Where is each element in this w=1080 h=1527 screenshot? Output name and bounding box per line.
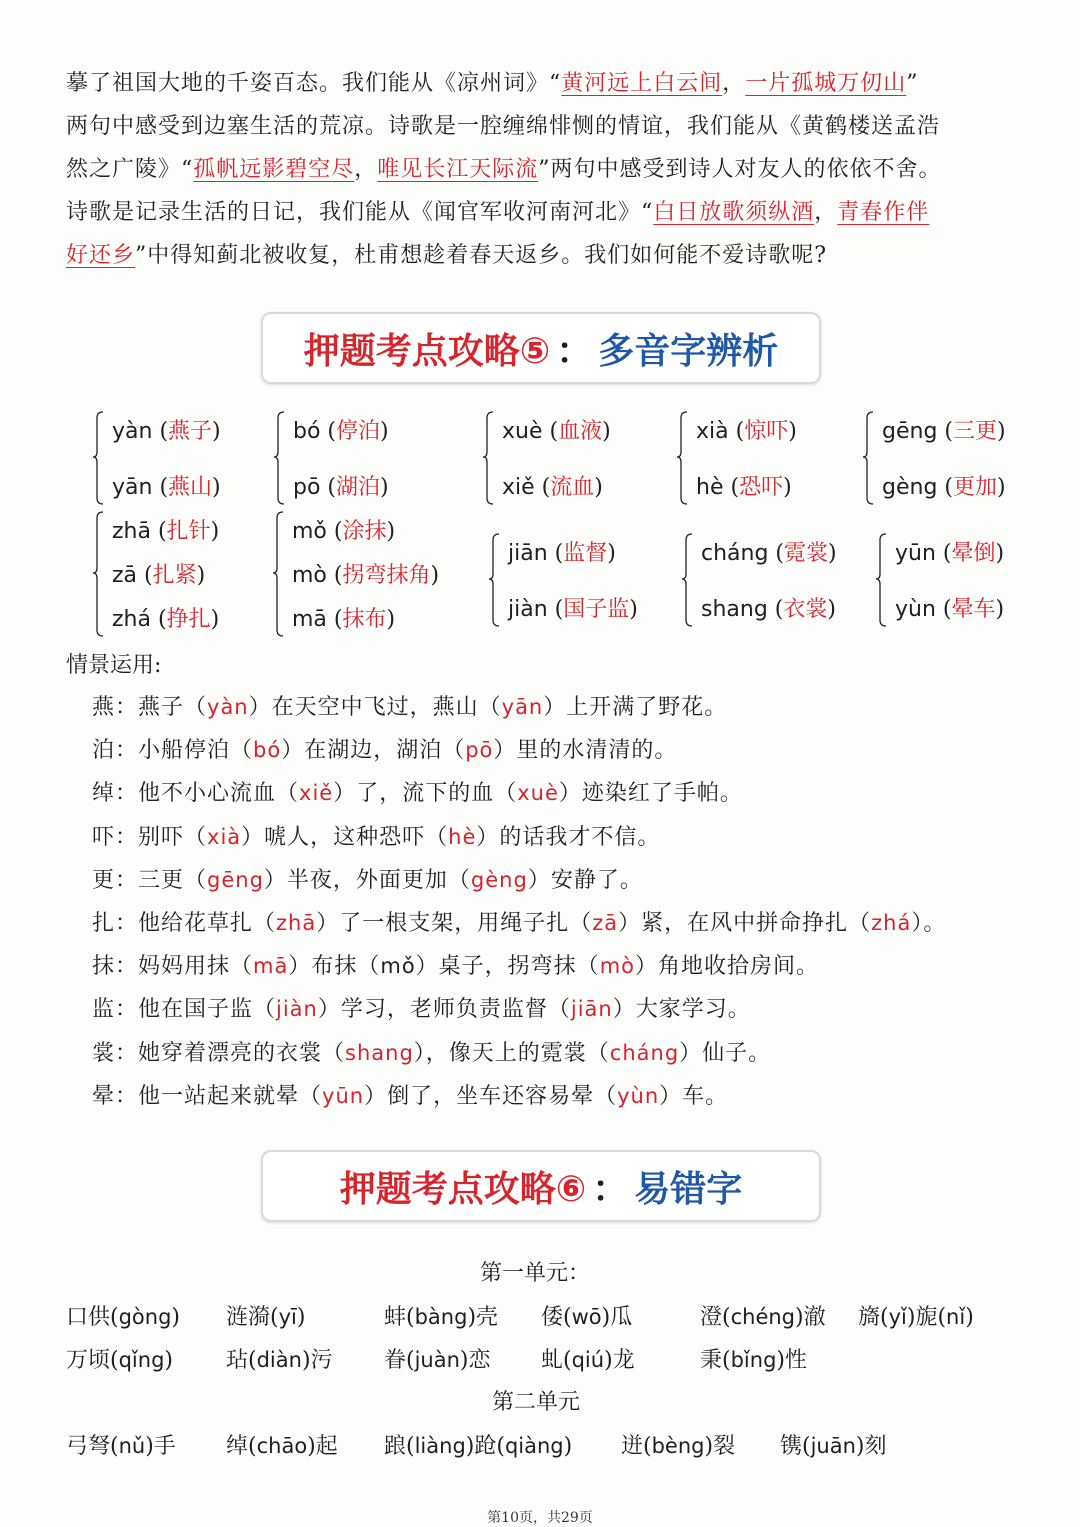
- scene-heading: 情景运用:: [66, 653, 162, 678]
- pinyin: yǐ: [888, 1305, 907, 1329]
- polyphone-reading: [882, 470, 1006, 501]
- pinyin: wō: [571, 1305, 602, 1329]
- pinyin: zā: [592, 911, 619, 936]
- example-word: 挣扎: [166, 607, 211, 632]
- word-text: )性: [776, 1348, 807, 1373]
- paren-close: ): [997, 419, 1006, 444]
- word-entry: [66, 1343, 173, 1374]
- pinyin: gèng: [882, 475, 938, 500]
- pinyin: mǒ: [292, 519, 327, 544]
- pinyin: bó: [293, 419, 321, 444]
- pinyin: gòng: [118, 1305, 172, 1329]
- word-entry: [621, 1429, 735, 1460]
- word-entry: [780, 1429, 887, 1460]
- scene-sentence: [92, 1032, 946, 1075]
- scene-sentence: [92, 772, 946, 815]
- polyphone-group: [66, 414, 276, 500]
- paren-open: (: [534, 475, 551, 500]
- word-text: 绰(: [226, 1434, 257, 1459]
- polyphone-reading: [292, 514, 395, 545]
- word-entry: [384, 1343, 491, 1374]
- word-entry: [66, 1300, 180, 1331]
- paren-open: (: [326, 607, 343, 632]
- scene-sentence: [92, 988, 946, 1031]
- pinyin: juān: [810, 1434, 856, 1458]
- paren-close: ): [386, 607, 396, 632]
- pinyin: jiān: [508, 541, 548, 566]
- pinyin: xuè: [517, 781, 559, 806]
- pinyin: chéng: [730, 1305, 796, 1329]
- scene-text: ）车。: [659, 1083, 729, 1109]
- paren-open: (: [937, 475, 953, 500]
- paren-open: (: [935, 541, 952, 566]
- polyphone-reading: [502, 470, 603, 501]
- intro-text: 两句中感受到边塞生活的荒凉。诗歌是一腔缠绵悱恻的情谊，我们能从《黄鹤楼送孟浩: [66, 114, 941, 139]
- word-text: )恋: [459, 1348, 491, 1373]
- brace-icon: [273, 410, 287, 506]
- paren-open: (: [547, 597, 564, 622]
- pinyin: yān: [112, 475, 153, 500]
- pinyin: hè: [696, 475, 724, 500]
- pinyin: xiě: [502, 475, 535, 500]
- word-text: )跄(: [465, 1434, 505, 1459]
- polyphone-reading: [508, 536, 616, 567]
- polyphone-group: [456, 414, 666, 500]
- polyphone-reading: [882, 414, 1006, 445]
- scene-text: ）在天空中飞过，燕山（: [248, 695, 502, 720]
- pinyin: xià: [207, 824, 242, 849]
- scene-text: ）里的水清清的。: [493, 738, 678, 764]
- polyphone-reading: [292, 558, 439, 589]
- banner-5-colon: ：: [556, 330, 593, 372]
- polyphone-group: [849, 536, 1059, 622]
- word-text: 玷(: [226, 1348, 257, 1373]
- pinyin: xuè: [502, 419, 543, 444]
- paren-close: ): [212, 419, 221, 444]
- word-text: ): [965, 1305, 974, 1330]
- polyphone-reading: [701, 536, 837, 567]
- example-word: 三更: [953, 419, 998, 444]
- pinyin: zhá: [871, 911, 912, 936]
- word-entry: [226, 1429, 338, 1460]
- scene-sentence: [92, 902, 946, 945]
- polyphone-group: [462, 536, 672, 622]
- word-text: )手: [145, 1434, 176, 1459]
- scene-text: ）紧，在风中拼命挣扎（: [618, 911, 872, 937]
- word-text: 眷(: [384, 1348, 415, 1373]
- paren-close: ): [380, 419, 389, 444]
- paren-open: (: [767, 597, 784, 622]
- word-entry: [384, 1300, 498, 1331]
- scene-sentence: [92, 945, 946, 988]
- pinyin: mā: [253, 954, 289, 979]
- scene-text: ）半夜，外面更加（: [263, 867, 471, 893]
- banner-6-prefix: 押题考点攻略⑥: [339, 1168, 587, 1210]
- pinyin: jiàn: [276, 997, 318, 1022]
- banner-5-prefix: 押题考点攻略⑤: [303, 330, 551, 372]
- pinyin: gēng: [207, 867, 264, 892]
- paren-open: (: [150, 607, 167, 632]
- pinyin: mǒ: [380, 954, 416, 979]
- polyphone-group: [247, 414, 457, 500]
- paren-close: ): [594, 475, 603, 500]
- polyphone-reading: [895, 536, 1004, 567]
- example-word: 流血: [550, 475, 595, 500]
- example-word: 燕山: [168, 475, 213, 500]
- word-text: ): [563, 1434, 573, 1459]
- quoted-verse: 一片孤城万仞山: [745, 71, 907, 96]
- polyphone-reading: [701, 592, 836, 623]
- scene-text: ）角地收拾房间。: [635, 954, 820, 980]
- pinyin: nǐ: [946, 1305, 966, 1329]
- scene-sentence: [92, 816, 946, 859]
- pinyin: liàng: [414, 1434, 466, 1458]
- word-text: )起: [307, 1434, 338, 1459]
- paren-open: (: [728, 419, 745, 444]
- example-word: 更加: [953, 475, 998, 500]
- scene-text: ）大家学习。: [612, 997, 751, 1023]
- brace-icon: [862, 410, 876, 506]
- quoted-verse: 黄河远上白云间: [561, 71, 723, 96]
- scene-sentence: [92, 859, 946, 902]
- scene-text: ）倒了，坐车还容易晕（: [364, 1083, 618, 1109]
- paren-close: ): [629, 597, 638, 622]
- example-word: 晕倒: [951, 541, 996, 566]
- pinyin: jiān: [570, 997, 613, 1022]
- paren-open: (: [326, 563, 343, 588]
- word-entry: [226, 1300, 305, 1331]
- word-text: ): [164, 1348, 173, 1373]
- pinyin: yàn: [112, 419, 153, 444]
- example-word: 国子监: [563, 597, 630, 622]
- word-text: )刻: [855, 1434, 887, 1459]
- polyphone-reading: [696, 414, 797, 445]
- unit-2-heading: 第二单元: [492, 1390, 581, 1415]
- paren-open: (: [937, 419, 953, 444]
- paren-open: (: [320, 419, 337, 444]
- scene-text: ）学习，老师负责监督（: [317, 997, 571, 1023]
- intro-line: [66, 191, 1026, 234]
- pinyin: mò: [292, 563, 327, 588]
- word-text: 澄(: [700, 1305, 731, 1330]
- paren-close: ): [386, 519, 396, 544]
- intro-line: [66, 234, 1026, 277]
- pinyin: gēng: [882, 419, 938, 444]
- scene-text: ）上开满了野花。: [543, 695, 728, 720]
- pinyin: pō: [465, 738, 494, 763]
- example-word: 扎针: [166, 519, 211, 544]
- word-text: 倭(: [541, 1305, 572, 1330]
- section-banner-6: [261, 1150, 821, 1222]
- banner-6-topic: 易错字: [634, 1168, 743, 1210]
- pinyin: qiú: [571, 1348, 605, 1372]
- word-text: ): [296, 1305, 306, 1330]
- intro-line: [66, 62, 1026, 105]
- word-text: 口供(: [66, 1305, 119, 1330]
- polyphone-reading: [112, 414, 221, 445]
- scene-text: 燕：燕子（: [92, 695, 208, 720]
- pinyin: yūn: [895, 541, 936, 566]
- pinyin: mā: [292, 607, 327, 632]
- polyphone-group: [650, 414, 860, 500]
- word-text: 弓弩(: [66, 1434, 119, 1459]
- pinyin: yī: [278, 1305, 297, 1329]
- scene-text: ）了一根支架，用绳子扎（: [316, 911, 593, 937]
- paren-close: ): [788, 419, 797, 444]
- paren-open: (: [768, 541, 785, 566]
- intro-text: ，: [354, 157, 378, 182]
- paren-open: (: [150, 519, 167, 544]
- unit-1-heading: 第一单元：: [480, 1261, 591, 1286]
- paren-close: ): [602, 419, 611, 444]
- pinyin: mò: [599, 954, 635, 979]
- intro-text: ”: [906, 71, 919, 96]
- word-text: )旎(: [906, 1305, 947, 1330]
- scene-text: ）在湖边，湖泊（: [281, 738, 466, 764]
- scene-text: ）仙子。: [679, 1040, 772, 1066]
- paren-close: ): [212, 475, 221, 500]
- page-footer: 第10页，共29页: [487, 1510, 593, 1526]
- pinyin: hè: [448, 824, 477, 849]
- pinyin: bó: [253, 738, 282, 763]
- scene-text: ）布抹（: [288, 954, 381, 980]
- scene-text: ）迹染红了手帕。: [558, 781, 743, 807]
- scene-text: 扎：他给花草扎（: [92, 911, 277, 937]
- paren-open: (: [152, 419, 169, 444]
- pinyin: zhá: [112, 607, 151, 632]
- word-text: )澈: [795, 1305, 826, 1330]
- pinyin: qiàng: [504, 1434, 564, 1458]
- word-text: )瓜: [601, 1305, 633, 1330]
- paren-close: ): [210, 519, 220, 544]
- paren-close: ): [995, 597, 1005, 622]
- brace-icon: [92, 410, 106, 506]
- polyphone-reading: [895, 592, 1004, 623]
- example-word: 抹布: [342, 607, 387, 632]
- banner-6-colon: ：: [592, 1168, 629, 1210]
- word-text: 旖(: [858, 1305, 889, 1330]
- pinyin: pō: [293, 475, 321, 500]
- pinyin: diàn: [256, 1348, 302, 1372]
- paren-close: ): [995, 541, 1005, 566]
- brace-icon: [676, 410, 690, 506]
- scene-sentence: [92, 1075, 946, 1118]
- pinyin: cháng: [701, 541, 769, 566]
- scene-text: ），像天上的霓裳（: [413, 1040, 610, 1066]
- polyphone-reading: [293, 414, 389, 445]
- paren-close: ): [607, 541, 616, 566]
- pinyin: yūn: [322, 1083, 365, 1108]
- word-text: 踉(: [384, 1434, 415, 1459]
- intro-text: 然之广陵》“: [66, 157, 194, 182]
- polyphone-reading: [696, 470, 792, 501]
- example-word: 湖泊: [336, 475, 381, 500]
- intro-text: 诗歌是记录生活的日记，我们能从《闻官军收河南河北》“: [66, 200, 654, 225]
- scene-text: 更：三更（: [92, 867, 208, 893]
- word-text: 虬(: [541, 1348, 572, 1373]
- paren-close: ): [380, 475, 389, 500]
- quoted-verse: 唯见长江天际流: [377, 157, 539, 182]
- polyphone-reading: [112, 514, 219, 545]
- paren-close: ): [783, 475, 792, 500]
- example-word: 惊吓: [744, 419, 789, 444]
- paren-open: (: [320, 475, 337, 500]
- pinyin: yàn: [207, 695, 249, 719]
- example-word: 停泊: [336, 419, 381, 444]
- paren-open: (: [326, 519, 343, 544]
- polyphone-reading: [293, 470, 389, 501]
- scene-text: ）的话我才不信。: [476, 824, 661, 850]
- word-text: )龙: [604, 1348, 635, 1373]
- scene-text: 监：他在国子监（: [92, 997, 277, 1023]
- example-word: 衣裳: [783, 597, 828, 622]
- scene-text: ）。: [911, 911, 947, 937]
- scene-text: 绰：他不小心流血（: [92, 781, 300, 807]
- word-text: 蚌(: [384, 1305, 415, 1330]
- brace-icon: [92, 510, 106, 638]
- paren-close: ): [430, 563, 440, 588]
- scene-text: 裳：她穿着漂亮的衣裳（: [92, 1040, 346, 1066]
- polyphone-group: [66, 514, 276, 632]
- pinyin: gèng: [470, 867, 528, 892]
- pinyin: bàng: [414, 1305, 468, 1329]
- intro-text: ”中得知蓟北被收复，杜甫想趁着春天返乡。我们如何能不爱诗歌呢?: [135, 243, 828, 268]
- word-text: 镌(: [780, 1434, 811, 1459]
- scene-text: ）了，流下的血（: [333, 781, 518, 807]
- example-word: 霓裳: [784, 541, 829, 566]
- word-text: )污: [301, 1348, 333, 1373]
- scene-text: 吓：别吓（: [92, 824, 208, 850]
- word-entry: [384, 1429, 572, 1460]
- scene-sentence: [92, 729, 946, 772]
- pinyin: qǐng: [118, 1348, 165, 1372]
- polyphone-reading: [502, 414, 611, 445]
- example-word: 涂抹: [342, 519, 387, 544]
- word-entry: [226, 1343, 333, 1374]
- polyphone-reading: [112, 602, 219, 633]
- pinyin: shang: [701, 597, 768, 622]
- pinyin: yùn: [617, 1083, 660, 1108]
- pinyin: bèng: [651, 1434, 705, 1458]
- example-word: 拐弯抹角: [342, 563, 431, 588]
- word-text: 秉(: [700, 1348, 731, 1373]
- polyphone-reading: [508, 592, 638, 623]
- example-word: 晕车: [951, 597, 996, 622]
- brace-icon: [272, 510, 286, 638]
- word-text: 涟漪(: [226, 1305, 279, 1330]
- scene-text: 晕：他一站起来就晕（: [92, 1083, 323, 1109]
- paren-open: (: [935, 597, 952, 622]
- pinyin: nǔ: [118, 1434, 146, 1458]
- quoted-verse: 好还乡: [66, 243, 136, 268]
- brace-icon: [875, 532, 889, 628]
- paren-close: ): [828, 541, 837, 566]
- word-text: ): [171, 1305, 181, 1330]
- scene-text: ）唬人，这种恐吓（: [241, 824, 449, 850]
- brace-icon: [681, 532, 695, 628]
- quoted-verse: 孤帆远影碧空尽: [193, 157, 355, 182]
- intro-text: 摹了祖国大地的千姿百态。我们能从《凉州词》“: [66, 71, 562, 96]
- word-text: )壳: [467, 1305, 499, 1330]
- pinyin: zhā: [276, 911, 317, 936]
- word-text: )裂: [704, 1434, 736, 1459]
- pinyin: bǐng: [730, 1348, 777, 1372]
- scene-text: 泊：小船停泊（: [92, 738, 254, 764]
- brace-icon: [482, 410, 496, 506]
- intro-line: [66, 148, 1026, 191]
- word-text: 万顷(: [66, 1348, 119, 1373]
- banner-5-topic: 多音字辨析: [598, 330, 779, 372]
- example-word: 监督: [563, 541, 608, 566]
- paren-open: (: [542, 419, 559, 444]
- brace-icon: [488, 532, 502, 628]
- paren-open: (: [137, 563, 153, 588]
- polyphone-group: [836, 414, 1046, 500]
- scene-list: [92, 686, 946, 1118]
- paren-close: ): [827, 597, 836, 622]
- example-word: 恐吓: [739, 475, 784, 500]
- pinyin: cháng: [609, 1040, 680, 1065]
- polyphone-reading: [112, 470, 221, 501]
- word-entry: [858, 1300, 974, 1331]
- scene-text: ）安静了。: [527, 867, 643, 893]
- intro-text: ，: [814, 200, 838, 225]
- section-banner-5: [261, 312, 821, 384]
- intro-paragraph: [66, 62, 1026, 277]
- example-word: 血液: [558, 419, 603, 444]
- quoted-verse: 白日放歌须纵酒: [653, 200, 815, 225]
- polyphone-group: [655, 536, 865, 622]
- pinyin: yùn: [895, 597, 936, 622]
- paren-close: ): [210, 607, 220, 632]
- pinyin: shang: [345, 1040, 414, 1065]
- intro-text: ”两句中感受到诗人对友人的依依不舍。: [538, 157, 942, 182]
- example-word: 燕子: [168, 419, 213, 444]
- word-entry: [700, 1343, 807, 1374]
- polyphone-reading: [112, 558, 205, 589]
- intro-text: ，: [722, 71, 746, 96]
- paren-open: (: [152, 475, 169, 500]
- word-entry: [541, 1300, 632, 1331]
- word-entry: [66, 1429, 176, 1460]
- pinyin: xià: [696, 419, 729, 444]
- word-entry: [541, 1343, 635, 1374]
- word-text: 迸(: [621, 1434, 652, 1459]
- pinyin: xiě: [299, 781, 334, 806]
- scene-sentence: [92, 686, 946, 729]
- pinyin: zhā: [112, 519, 151, 544]
- pinyin: zā: [112, 563, 138, 588]
- paren-close: ): [997, 475, 1006, 500]
- word-entry: [700, 1300, 826, 1331]
- pinyin: chāo: [256, 1434, 308, 1458]
- scene-text: 抹：妈妈用抹（: [92, 954, 254, 980]
- paren-close: ): [196, 563, 206, 588]
- polyphone-reading: [292, 602, 395, 633]
- intro-line: [66, 105, 1026, 148]
- paren-open: (: [547, 541, 564, 566]
- pinyin: juàn: [414, 1348, 460, 1372]
- paren-open: (: [723, 475, 740, 500]
- quoted-verse: 青春作伴: [837, 200, 930, 225]
- example-word: 扎紧: [152, 563, 197, 588]
- pinyin: jiàn: [508, 597, 548, 622]
- scene-text: ）桌子，拐弯抹（: [415, 954, 600, 980]
- pinyin: yān: [501, 695, 544, 719]
